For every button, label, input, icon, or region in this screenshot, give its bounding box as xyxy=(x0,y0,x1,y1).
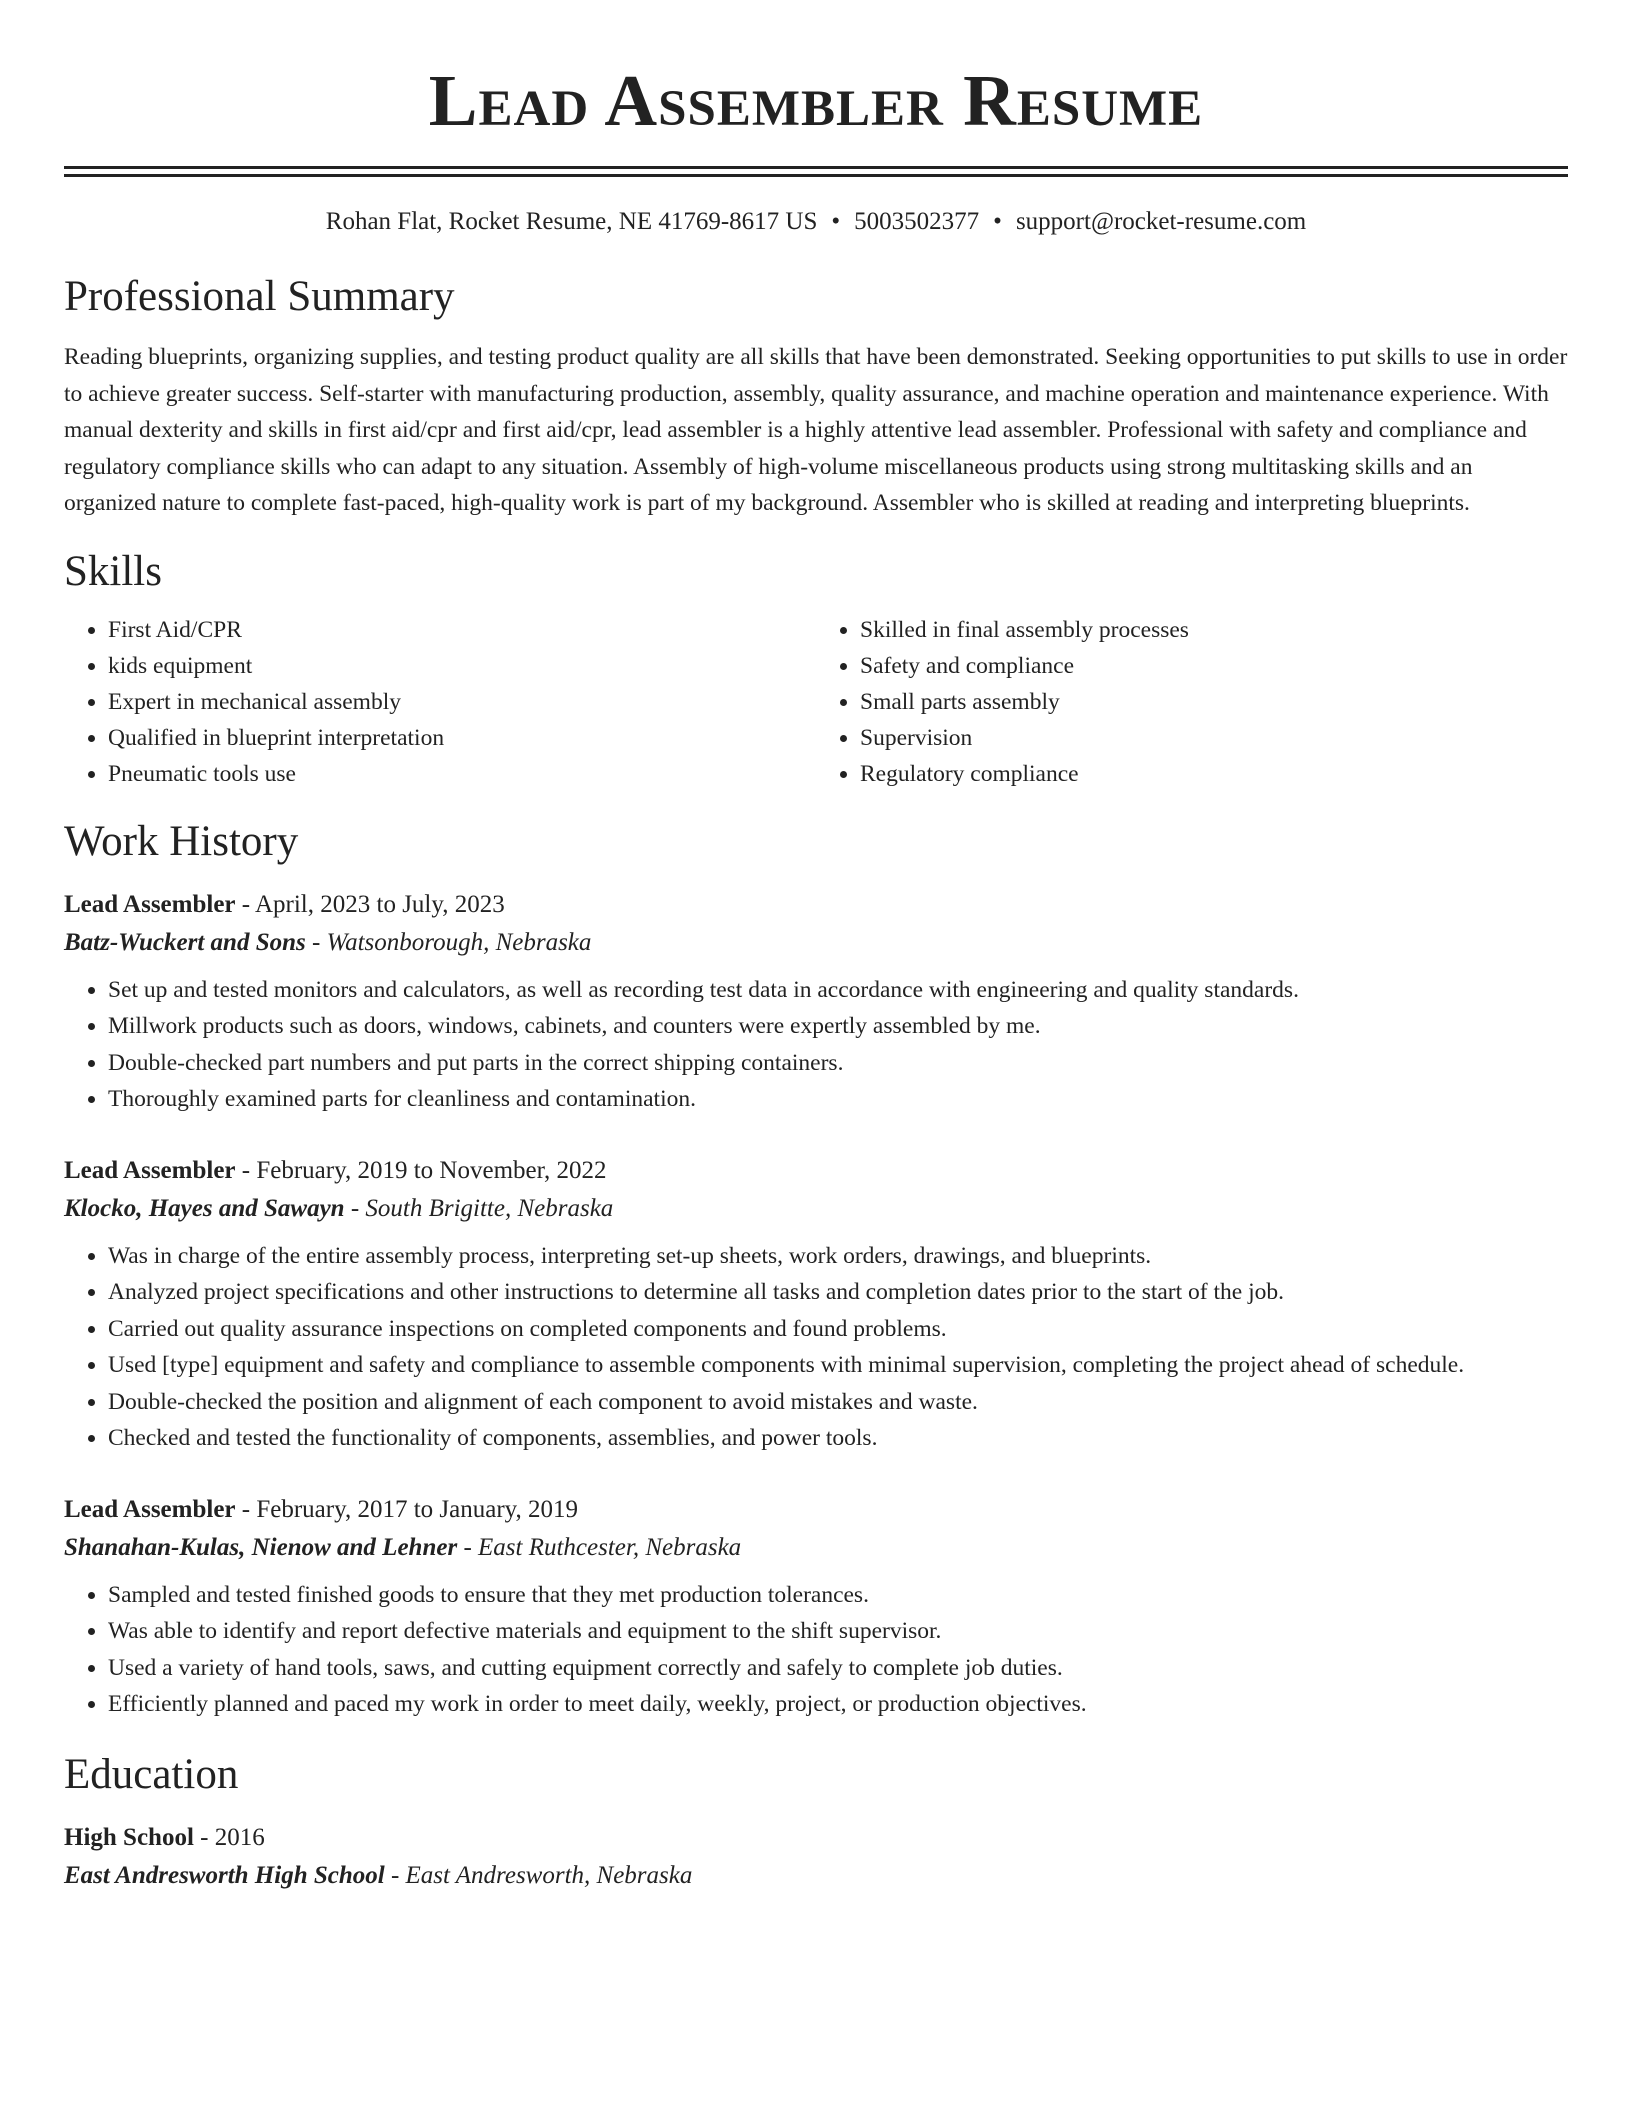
page-title: Lead Assembler Resume xyxy=(428,60,1204,141)
job-header xyxy=(64,1491,1568,1529)
contact-separator: • xyxy=(831,208,841,235)
job-bullet: • Double-checked the position and alignment of each component to avoid mistakes and waste. xyxy=(108,1384,1568,1421)
education-location: - East Andresworth, Nebraska xyxy=(384,1861,693,1889)
job-dates: - April, 2023 to July, 2023 xyxy=(235,890,505,918)
job-location: - Watsonborough, Nebraska xyxy=(305,928,592,956)
job-bullet: • Used [type] equipment and safety and compliance to assemble components with minimal supervision, completing the project ahead of schedule. xyxy=(108,1347,1568,1384)
contact-separator: • xyxy=(993,208,1002,235)
job-dates: - February, 2019 to November, 2022 xyxy=(235,1156,607,1184)
job-bullet: • Millwork products such as doors, windows, cabinets, and counters were expertly assembled by me. xyxy=(108,1008,1568,1045)
section-heading-education: Education xyxy=(64,1750,239,1798)
job-location: - East Ruthcester, Nebraska xyxy=(457,1533,742,1561)
skill-item: • Regulatory compliance xyxy=(860,756,1568,792)
education-header xyxy=(64,1819,1568,1857)
job-company: Klocko, Hayes and Sawayn xyxy=(64,1194,345,1222)
job-bullet: • Double-checked part numbers and put parts in the correct shipping containers. xyxy=(108,1045,1568,1082)
job-bullet: • Carried out quality assurance inspections on completed components and found problems. xyxy=(108,1311,1568,1348)
skill-item: • kids equipment xyxy=(108,648,816,684)
job-location: - South Brigitte, Nebraska xyxy=(344,1194,614,1222)
contact-address: Rohan Flat, Rocket Resume, NE 41769-8617 US xyxy=(325,208,818,235)
skill-item: • Qualified in blueprint interpretation xyxy=(108,720,816,756)
job-header xyxy=(64,1152,1568,1190)
job-bullet: • Was able to identify and report defective materials and equipment to the shift supervisor. xyxy=(108,1613,1568,1650)
job-employer xyxy=(64,924,1568,962)
skills-column-left xyxy=(64,612,816,792)
summary-text: Reading blueprints, organizing supplies, and testing product quality are all skills that have been demonstrated. Seeking opportunities to put skills to use in order to achieve greater success. Self-starter with manufacturing production, assembly, quality assurance, and machine operation and maintenance experience. With manual dexterity and skills in first aid/cpr and first aid/cpr, lead assembler is a highly attentive lead assembler. Professional with safety and compliance and regulatory compliance skills who can adapt to any situation. Assembly of high-volume miscellaneous products using strong multitasking skills and an organized nature to complete fast-paced, high-quality work is part of my background. Assembler who is skilled at reading and interpreting blueprints. xyxy=(64,344,1568,516)
education-year: - 2016 xyxy=(193,1823,265,1851)
job-entry xyxy=(64,1152,1568,1457)
section-heading-work-history: Work History xyxy=(64,817,299,865)
job-dates: - February, 2017 to January, 2019 xyxy=(235,1495,579,1523)
job-bullet: • Used a variety of hand tools, saws, and cutting equipment correctly and safely to complete job duties. xyxy=(108,1650,1568,1687)
education-entry xyxy=(64,1819,1568,1895)
skill-item: • Skilled in final assembly processes xyxy=(860,612,1568,648)
job-company: Batz-Wuckert and Sons xyxy=(64,928,306,956)
skill-item: • Safety and compliance xyxy=(860,648,1568,684)
skill-item: • First Aid/CPR xyxy=(108,612,816,648)
job-role: Lead Assembler xyxy=(64,890,236,918)
skill-item: • Supervision xyxy=(860,720,1568,756)
job-entry xyxy=(64,1491,1568,1723)
contact-email: support@rocket-resume.com xyxy=(1015,208,1307,235)
job-bullet: • Checked and tested the functionality of components, assemblies, and power tools. xyxy=(108,1420,1568,1457)
job-bullet: • Thoroughly examined parts for cleanliness and contamination. xyxy=(108,1081,1568,1118)
skills-list xyxy=(64,612,1568,792)
job-role: Lead Assembler xyxy=(64,1495,236,1523)
job-entry xyxy=(64,886,1568,1118)
skill-item: • Pneumatic tools use xyxy=(108,756,816,792)
contact-line xyxy=(64,205,1568,239)
education-degree: High School xyxy=(64,1823,194,1851)
job-bullets xyxy=(64,1577,1568,1723)
job-header xyxy=(64,886,1568,924)
job-bullet: • Sampled and tested finished goods to ensure that they met production tolerances. xyxy=(108,1577,1568,1614)
contact-phone: 5003502377 xyxy=(854,208,980,235)
job-bullet: • Analyzed project specifications and other instructions to determine all tasks and completion dates prior to the start of the job. xyxy=(108,1274,1568,1311)
section-heading-skills: Skills xyxy=(64,547,162,595)
job-bullets xyxy=(64,972,1568,1118)
education-school: East Andresworth High School xyxy=(64,1861,385,1889)
job-employer xyxy=(64,1190,1568,1228)
education-school-line xyxy=(64,1857,1568,1895)
job-employer xyxy=(64,1529,1568,1567)
skills-column-right xyxy=(816,612,1568,792)
title-divider xyxy=(64,166,1568,177)
job-bullet: • Efficiently planned and paced my work in order to meet daily, weekly, project, or production objectives. xyxy=(108,1686,1568,1723)
job-role: Lead Assembler xyxy=(64,1156,236,1184)
job-company: Shanahan-Kulas, Nienow and Lehner xyxy=(64,1533,458,1561)
skill-item: • Expert in mechanical assembly xyxy=(108,684,816,720)
skill-item: • Small parts assembly xyxy=(860,684,1568,720)
job-bullet: • Set up and tested monitors and calculators, as well as recording test data in accordance with engineering and quality standards. xyxy=(108,972,1568,1009)
job-bullets xyxy=(64,1238,1568,1457)
job-bullet: • Was in charge of the entire assembly process, interpreting set-up sheets, work orders, drawings, and blueprints. xyxy=(108,1238,1568,1275)
section-heading-summary: Professional Summary xyxy=(64,273,455,320)
